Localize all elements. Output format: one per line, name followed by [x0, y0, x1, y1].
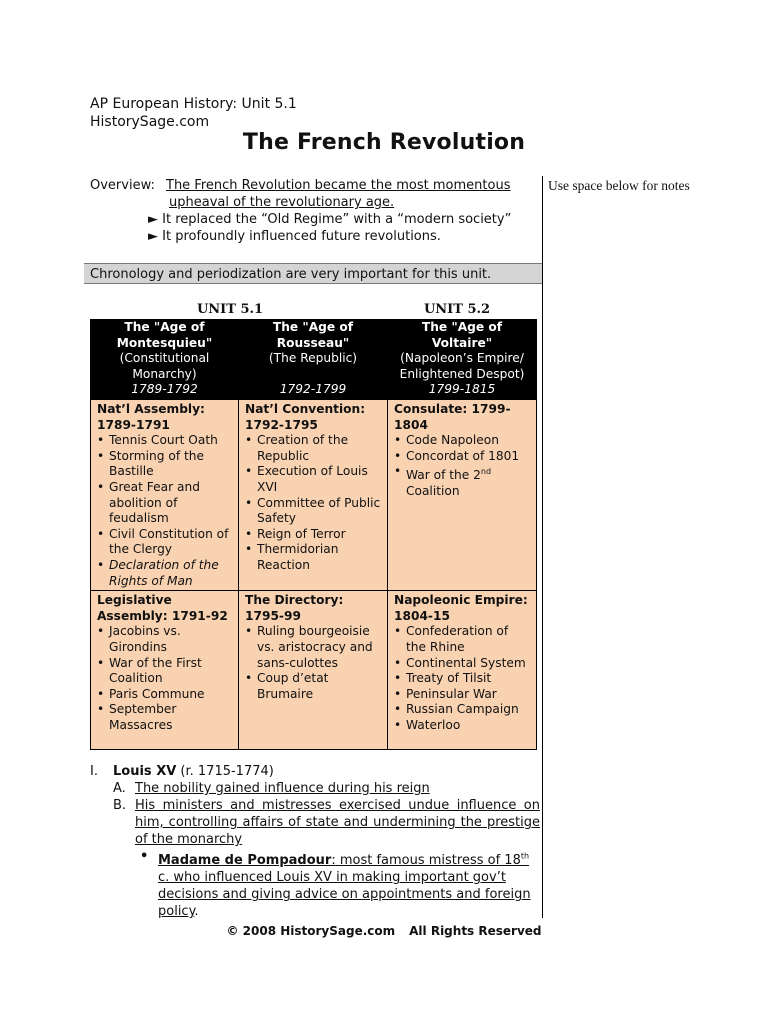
national-convention-cell: Nat’l Convention: 1792-1795 • Creation of the Republic • Execution of Louis XVI • Committee of Public Safety • Reign of Terror • Thermidorian Reaction — [239, 400, 388, 591]
list-item: • Civil Constitution of the Clergy — [97, 527, 234, 558]
overview-line-2: upheaval of the revolutionary age. — [169, 195, 395, 210]
list-item: • Peninsular War — [394, 687, 532, 703]
list-item: • Paris Commune — [97, 687, 234, 703]
unit-5-2-label: UNIT 5.2 — [423, 302, 491, 317]
chronology-bar: Chronology and periodization are very important for this unit. — [84, 263, 542, 284]
footer: © 2008 HistorySage.com All Rights Reserved — [226, 924, 542, 938]
national-assembly-cell: Nat’l Assembly: 1789-1791 • Tennis Court Oath • Storming of the Bastille • Great Fear and abolition of feudalism • Civil Constitution of the Clergy • Declaration of the Rights of Man — [91, 400, 239, 591]
list-item: • War of the First Coalition — [97, 656, 234, 687]
unit-5-1-label: UNIT 5.1 — [196, 302, 264, 317]
directory-cell: The Directory: 1795-99 • Ruling bourgeoisie vs. aristocracy and sans-culottes • Coup d’etat Brumaire — [239, 591, 388, 750]
list-item: • Waterloo — [394, 718, 532, 734]
outline-item-b: B. His ministers and mistresses exercised undue influence on him, controlling affairs of state and undermining the prestige of the monarchy — [113, 798, 540, 847]
site-name: HistorySage.com — [90, 114, 210, 130]
list-item: • Creation of the Republic — [245, 433, 383, 464]
list-item: • Continental System — [394, 656, 532, 672]
list-item: • Jacobins vs. Girondins — [97, 624, 234, 655]
course-header: AP European History: Unit 5.1 — [90, 96, 297, 112]
age-rousseau-header: The "Age of Rousseau" (The Republic) 1792-1799 — [239, 320, 388, 400]
list-item: • Treaty of Tilsit — [394, 671, 532, 687]
pompadour-item: • Madame de Pompadour: most famous mistress of 18th c. who influenced Louis XV in making important gov’t decisions and giving advice on appointments and foreign policy. — [140, 849, 531, 920]
overview-line-1: The French Revolution became the most momentous — [166, 178, 511, 193]
list-item: • Thermidorian Reaction — [245, 542, 383, 573]
overview — [90, 177, 538, 245]
timeline-table — [90, 319, 537, 750]
notes-hint: Use space below for notes — [548, 178, 690, 193]
notes-divider — [542, 176, 543, 918]
overview-bullet-2: ► It profoundly influenced future revolutions. — [148, 229, 441, 244]
list-item: • Great Fear and abolition of feudalism — [97, 480, 234, 527]
age-montesquieu-header: The "Age of Montesquieu" (Constitutional Monarchy) 1789-1792 — [91, 320, 239, 400]
list-item: • Storming of the Bastille — [97, 449, 234, 480]
overview-label: Overview: — [90, 178, 155, 193]
list-item: • Confederation of the Rhine — [394, 624, 532, 655]
legislative-assembly-cell: Legislative Assembly: 1791-92 • Jacobins vs. Girondins • War of the First Coalition • Paris Commune • September Massacres — [91, 591, 239, 750]
list-item: • Coup d’etat Brumaire — [245, 671, 383, 702]
list-item: • Concordat of 1801 — [394, 449, 532, 465]
napoleonic-empire-cell: Napoleonic Empire: 1804-15 • Confederation of the Rhine • Continental System • Treaty of Tilsit • Peninsular War • Russian Campaign • Waterloo — [388, 591, 537, 750]
list-item: • War of the 2nd Coalition — [394, 464, 532, 499]
list-item: • Tennis Court Oath — [97, 433, 234, 449]
overview-bullet-1: ► It replaced the “Old Regime” with a “modern society” — [148, 212, 512, 227]
list-item: • Declaration of the Rights of Man — [97, 558, 234, 589]
outline-item-louis-xv: I. Louis XV (r. 1715-1774) — [90, 764, 274, 779]
list-item: • September Massacres — [97, 702, 234, 733]
outline-section — [90, 763, 540, 920]
list-item: • Committee of Public Safety — [245, 496, 383, 527]
list-item: • Ruling bourgeoisie vs. aristocracy and sans-culottes — [245, 624, 383, 671]
list-item: • Russian Campaign — [394, 702, 532, 718]
outline-item-a: A. The nobility gained influence during his reign — [113, 781, 430, 796]
age-voltaire-header: The "Age of Voltaire" (Napoleon’s Empire/ Enlightened Despot) 1799-1815 — [388, 320, 537, 400]
page-title: The French Revolution — [242, 130, 526, 155]
list-item: • Reign of Terror — [245, 527, 383, 543]
list-item: • Code Napoleon — [394, 433, 532, 449]
list-item: • Execution of Louis XVI — [245, 464, 383, 495]
consulate-cell: Consulate: 1799-1804 • Code Napoleon • Concordat of 1801 • War of the 2nd Coalition — [388, 400, 537, 591]
